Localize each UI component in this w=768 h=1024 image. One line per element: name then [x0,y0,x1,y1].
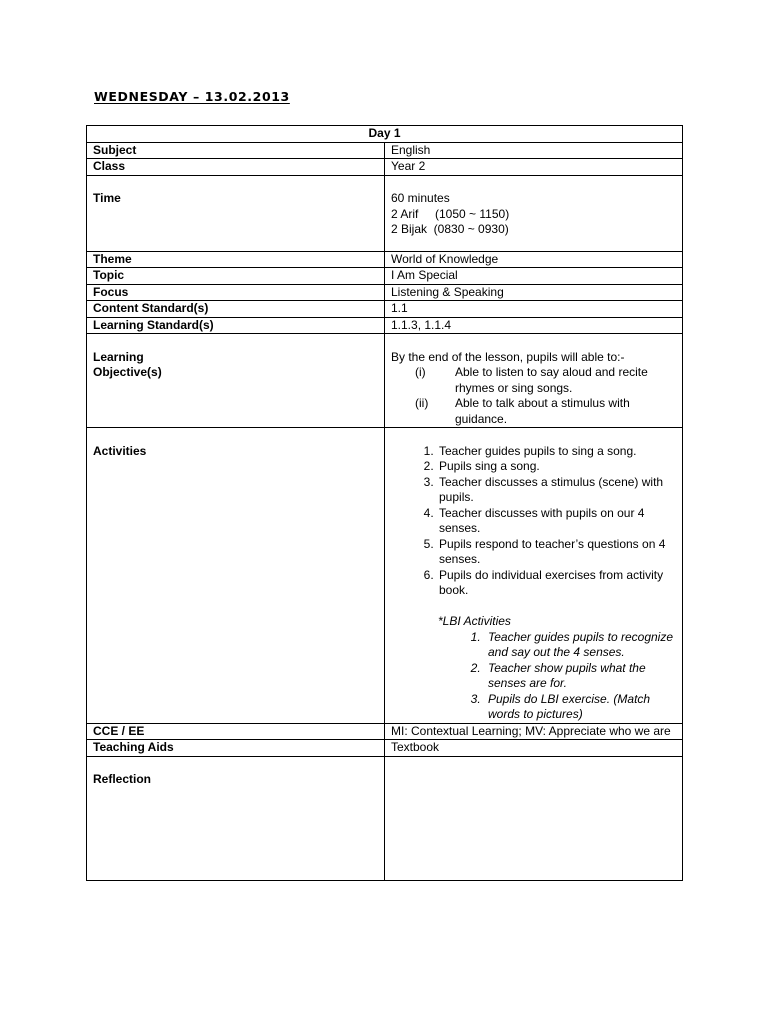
subject-value: English [385,142,683,159]
teaching-aids-value: Textbook [385,740,683,757]
content-standard-value: 1.1 [385,301,683,318]
reflection-row [87,756,683,880]
time-value [385,175,683,251]
page-heading: WEDNESDAY – 13.02.2013 [94,89,290,104]
day-title: Day 1 [87,126,683,143]
topic-label: Topic [87,268,385,285]
learning-standard-label: Learning Standard(s) [87,317,385,334]
content-standard-label: Content Standard(s) [87,301,385,318]
reflection-label-text: Reflection [93,772,152,786]
theme-label: Theme [87,251,385,268]
class-label: Class [87,159,385,176]
lbi-activities-list [391,630,676,723]
lesson-plan-table [86,125,683,881]
activity-item: 3. Teacher discusses a stimulus (scene) with pupils. [437,475,676,506]
activities-label-text: Activities [93,443,147,458]
activity-item: 6. Pupils do individual exercises from activity book. [437,568,676,599]
time-row [87,175,683,251]
cce-label: CCE / EE [87,723,385,740]
activity-item: 4. Teacher discusses with pupils on our 4 senses. [437,506,676,537]
topic-row [87,268,683,285]
activities-row [87,428,683,724]
objective-item [391,365,676,396]
objective-number: (ii) [415,396,429,410]
learning-standard-value: 1.1.3, 1.1.4 [385,317,683,334]
learning-standard-row [87,317,683,334]
lbi-activity-item: 2. Teacher show pupils what the senses are for. [484,661,676,692]
time-label [87,175,385,251]
time-label-text: Time [93,191,121,205]
objectives-intro: By the end of the lesson, pupils will able to:- [391,349,625,364]
focus-label: Focus [87,284,385,301]
theme-value: World of Knowledge [385,251,683,268]
focus-row [87,284,683,301]
activities-label [87,428,385,724]
objective-number: (i) [415,365,426,379]
cce-value: MI: Contextual Learning; MV: Appreciate who we are [385,723,683,740]
activity-item: 1. Teacher guides pupils to sing a song. [437,444,676,460]
activities-value [385,428,683,724]
time-class-bijak: 2 Bijak (0830 ~ 0930) [391,222,509,236]
objectives-label [87,334,385,428]
day-row [87,126,683,143]
objective-item [391,396,676,427]
content-standard-row [87,301,683,318]
time-class-arif: 2 Arif (1050 ~ 1150) [391,206,510,221]
subject-row [87,142,683,159]
topic-value: I Am Special [385,268,683,285]
objectives-value [385,334,683,428]
theme-row [87,251,683,268]
objective-text: Able to talk about a stimulus with guidance. [455,396,630,426]
reflection-value [385,756,683,880]
lbi-activity-item: 1. Teacher guides pupils to recognize and say out the 4 senses. [484,630,676,661]
reflection-label [87,756,385,880]
teaching-aids-label: Teaching Aids [87,740,385,757]
objectives-row [87,334,683,428]
class-row [87,159,683,176]
activity-item: 2. Pupils sing a song. [437,459,676,475]
objectives-label-line2: Objective(s) [93,365,162,379]
class-value: Year 2 [385,159,683,176]
teaching-aids-row [87,740,683,757]
cce-row [87,723,683,740]
objective-text: Able to listen to say aloud and recite rhymes or sing songs. [455,365,648,395]
subject-label: Subject [87,142,385,159]
time-duration: 60 minutes [391,191,450,205]
objectives-label-line1: Learning [93,349,144,364]
activities-list [391,444,676,599]
activity-item: 5. Pupils respond to teacher’s questions on 4 senses. [437,537,676,568]
lbi-activity-item: 3. Pupils do LBI exercise. (Match words to pictures) [484,692,676,723]
focus-value: Listening & Speaking [385,284,683,301]
lbi-title: *LBI Activities [438,614,511,628]
